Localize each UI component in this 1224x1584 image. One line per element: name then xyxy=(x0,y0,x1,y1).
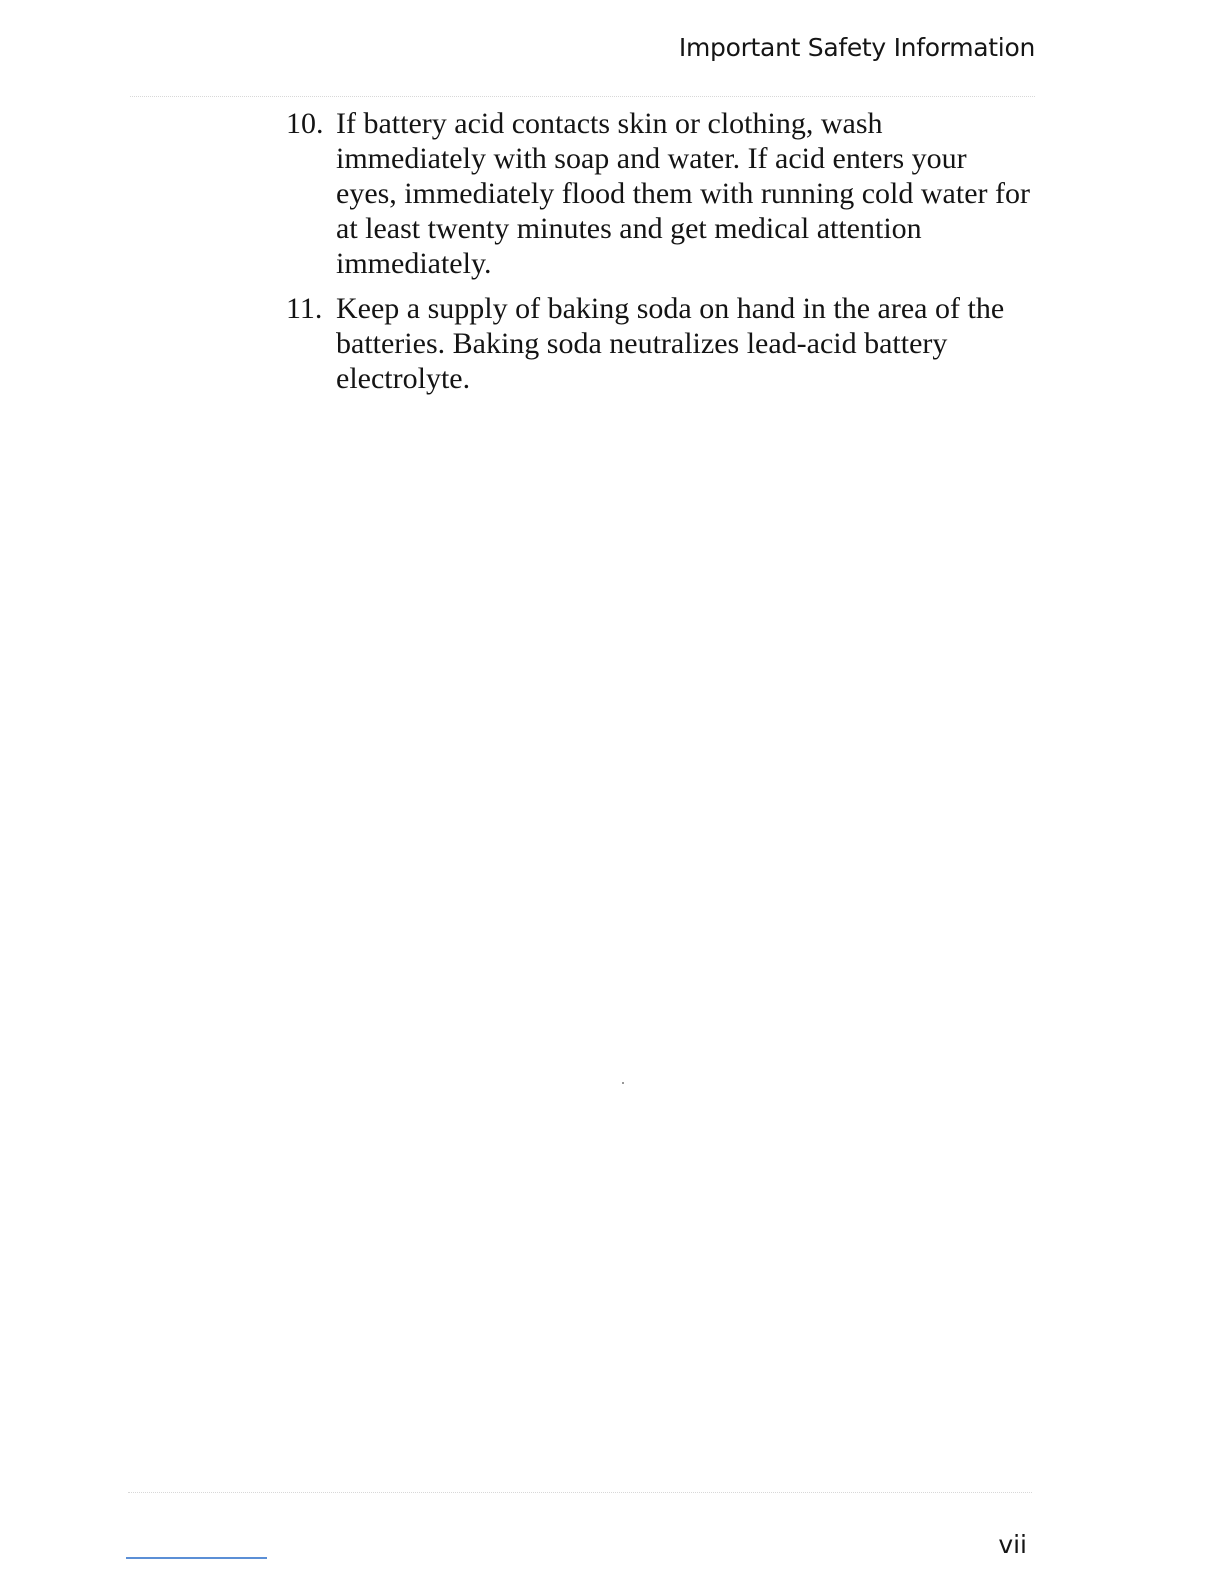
text-line: If battery acid contacts skin or clothing, wash xyxy=(336,107,883,140)
page-number: vii xyxy=(998,1530,1027,1559)
step-text xyxy=(336,291,1046,396)
step-number: 10. xyxy=(286,107,324,140)
text-line: electrolyte. xyxy=(336,362,471,395)
text-line: batteries. Baking soda neutralizes lead-acid battery xyxy=(336,327,948,360)
list-item xyxy=(286,106,1046,281)
scan-speck xyxy=(622,1082,624,1084)
list-item xyxy=(286,291,1046,396)
text-line: at least twenty minutes and get medical attention xyxy=(336,212,922,245)
step-text xyxy=(336,106,1046,281)
text-line: eyes, immediately flood them with running cold water for xyxy=(336,177,1030,210)
text-line: immediately with soap and water. If acid enters your xyxy=(336,142,967,175)
safety-steps-list xyxy=(286,106,1046,406)
footer-rule xyxy=(128,1492,1032,1493)
text-line: immediately. xyxy=(336,247,492,280)
header-rule xyxy=(130,96,1035,97)
step-number: 11. xyxy=(286,292,323,325)
scan-edge-mark xyxy=(126,1557,267,1559)
text-line: Keep a supply of baking soda on hand in the area of the xyxy=(336,292,1005,325)
running-header-title: Important Safety Information xyxy=(678,33,1035,62)
